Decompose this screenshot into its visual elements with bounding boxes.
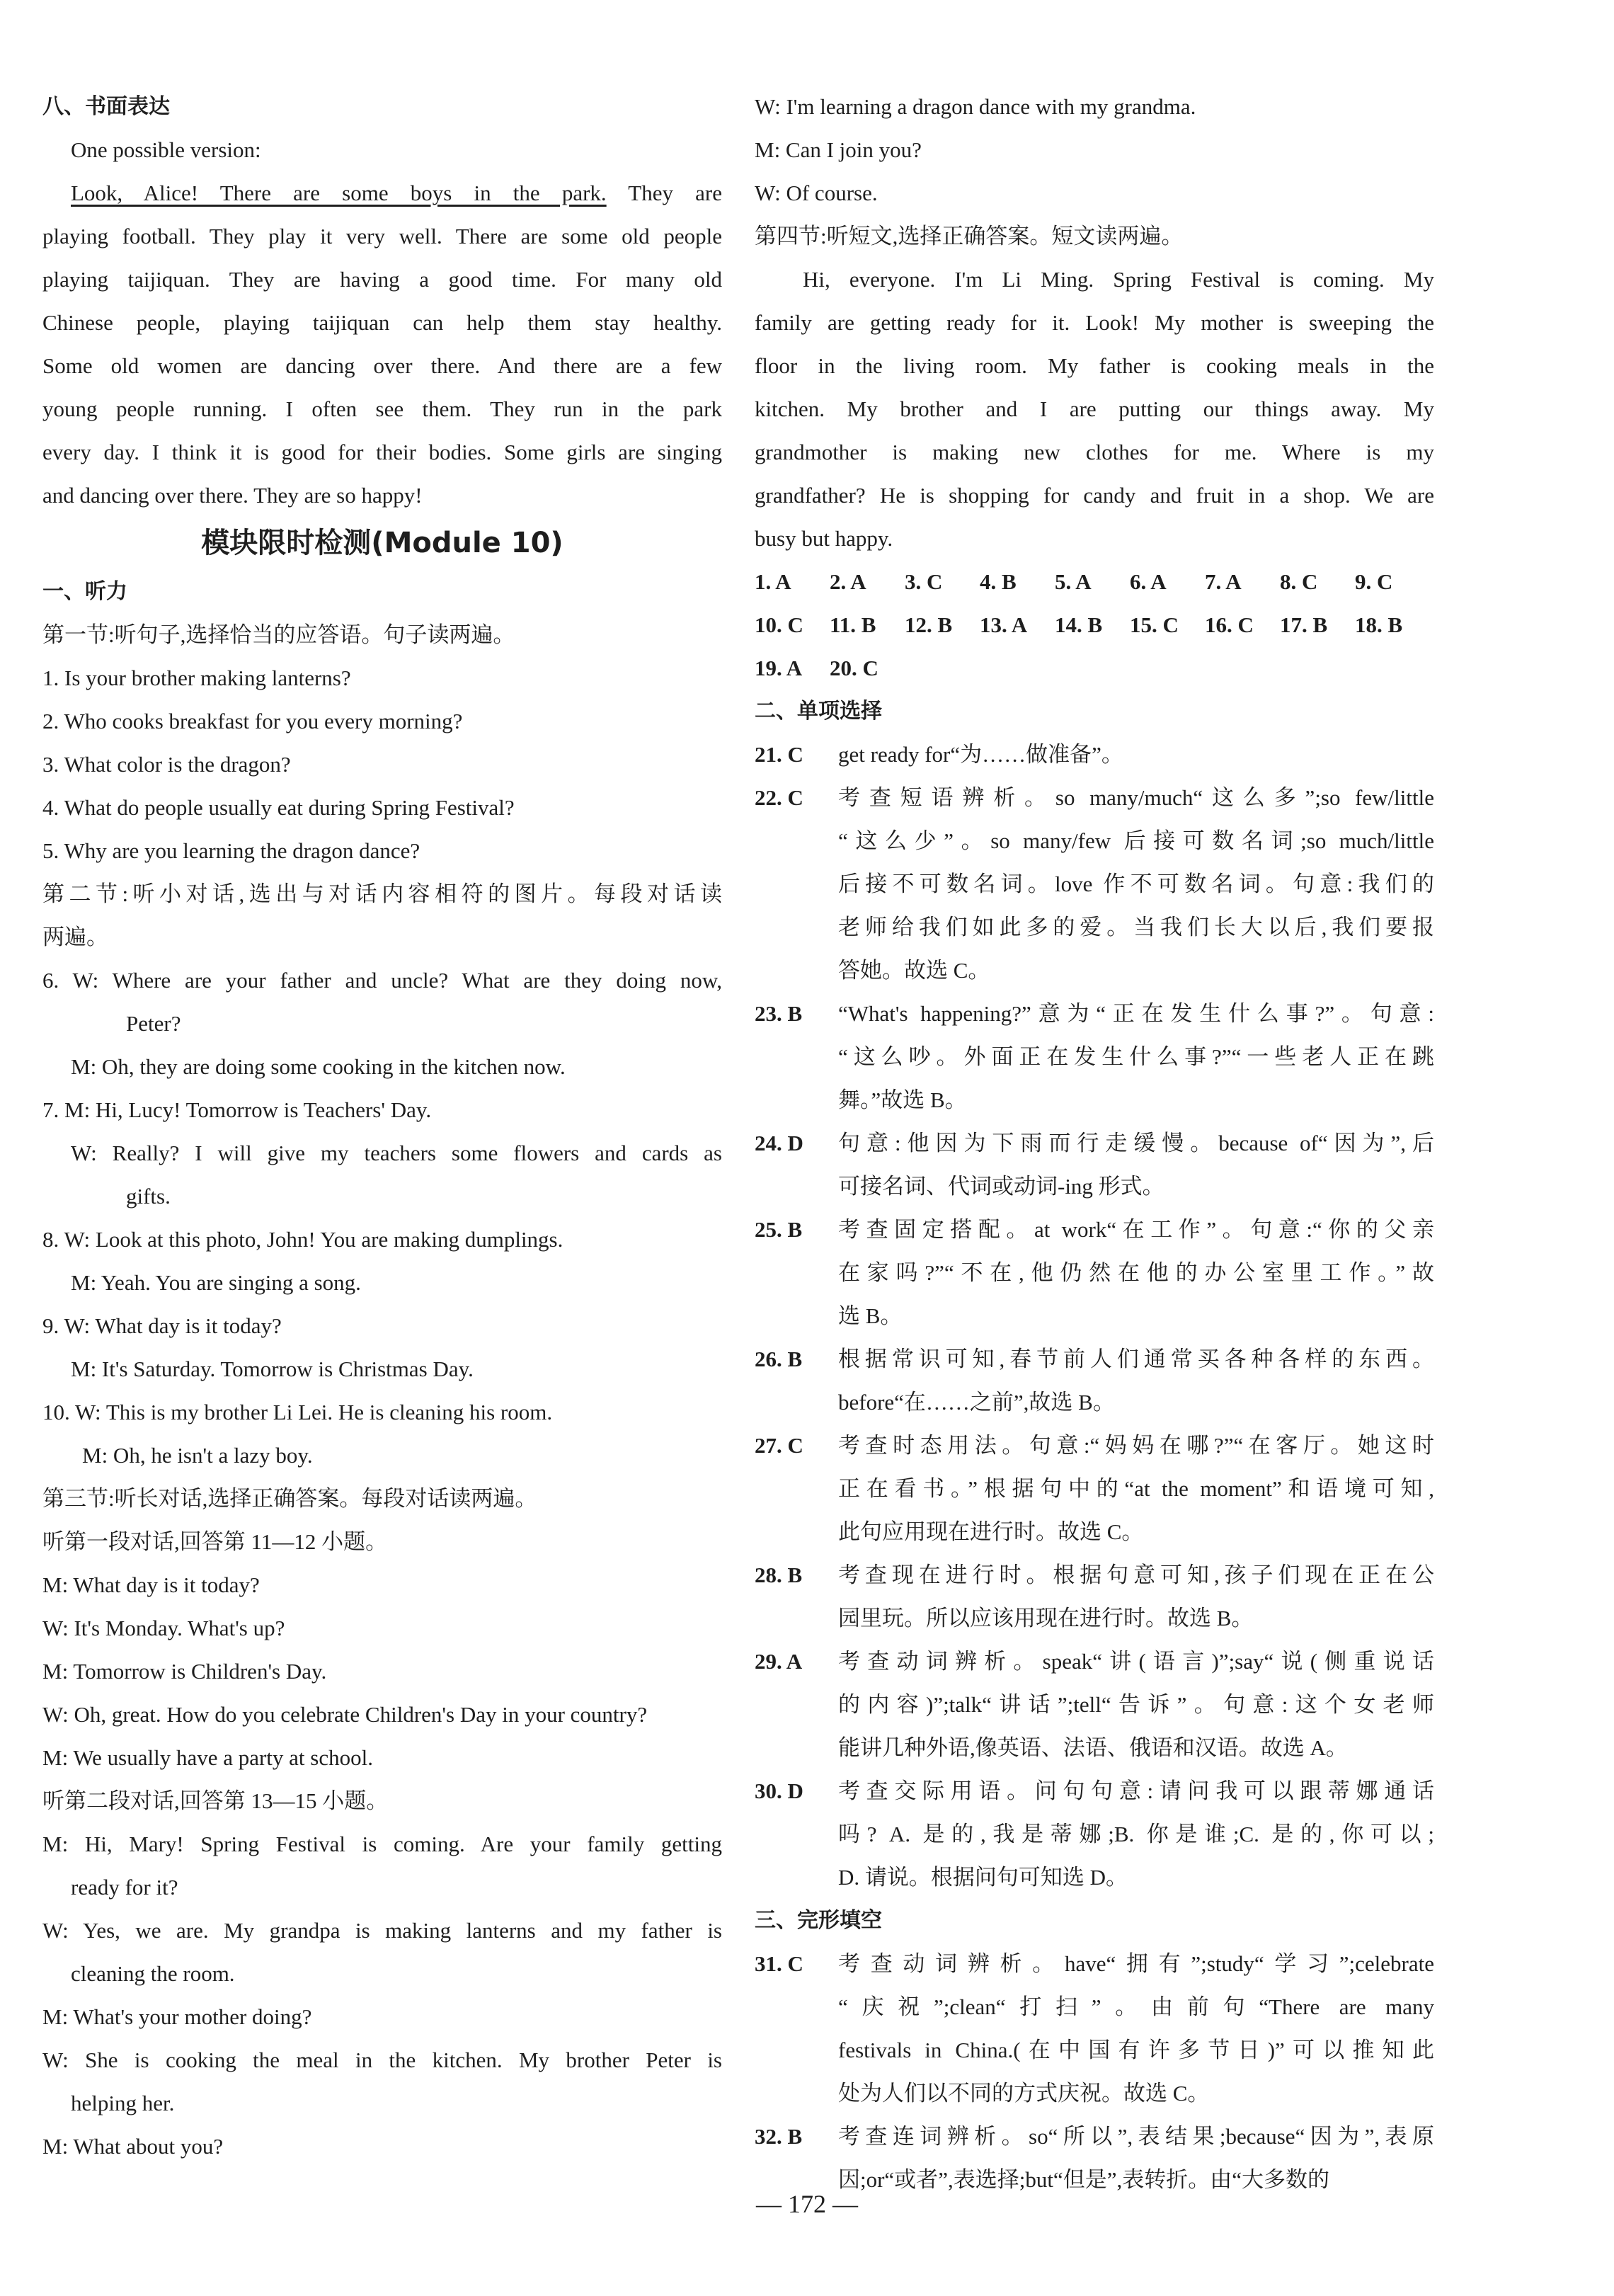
explanation-line: 此句应用现在进行时。故选 C。 bbox=[838, 1519, 1144, 1544]
text-line: M: Yeah. You are singing a song. bbox=[71, 1270, 361, 1295]
section-heading: 三、完形填空 bbox=[755, 1908, 882, 1933]
explanation-item bbox=[755, 2115, 1434, 2201]
explanation-line: get ready for“为……做准备”。 bbox=[838, 742, 1123, 767]
explanation-line: 考查时态用法。句意:“妈妈在哪?”“在客厅。她这时 bbox=[838, 1433, 1434, 1458]
text-line: 第三节:听长对话,选择正确答案。每段对话读两遍。 bbox=[42, 1486, 537, 1511]
answer-key: 2. A bbox=[830, 569, 866, 594]
explanation-line: “这么吵。外面正在发生什么事?”“一些老人正在跳 bbox=[838, 1044, 1434, 1069]
right-column bbox=[755, 85, 1434, 2201]
text-line: Chinese people, playing taijiquan can help them stay healthy. bbox=[42, 310, 722, 335]
item-number: 31. C bbox=[755, 1951, 803, 1976]
text-line: 第二节:听小对话,选出与对话内容相符的图片。每段对话读 bbox=[42, 881, 722, 906]
text-line: M: What day is it today? bbox=[42, 1572, 260, 1597]
explanation-line: 园里玩。所以应该用现在进行时。故选 B。 bbox=[838, 1606, 1254, 1630]
explanation-line: 句意:他因为下雨而行走缓慢。because of“因为”,后 bbox=[838, 1131, 1434, 1155]
answer-key: 13. A bbox=[980, 612, 1028, 637]
text-line: grandmother is making new clothes for me. Where is my bbox=[755, 440, 1434, 464]
text-line: M: Oh, they are doing some cooking in the kitchen now. bbox=[71, 1054, 566, 1079]
underlined-sentence: Look, Alice! There are some boys in the park. bbox=[71, 181, 607, 205]
explanation-line: 选 B。 bbox=[838, 1303, 903, 1328]
explanation-line: 答她。故选 C。 bbox=[838, 958, 990, 983]
text-line: busy but happy. bbox=[755, 526, 893, 551]
explanation-item bbox=[755, 733, 1434, 776]
text-line: playing taijiquan. They are having a good time. For many old bbox=[42, 267, 722, 292]
text-line: 听第二段对话,回答第 13—15 小题。 bbox=[42, 1788, 389, 1813]
answer-key: 15. C bbox=[1130, 612, 1179, 637]
text-line: kitchen. My brother and I are putting our things away. My bbox=[755, 396, 1434, 421]
text-line: young people running. I often see them. They run in the park bbox=[42, 396, 722, 421]
explanation-line: 能讲几种外语,像英语、法语、俄语和汉语。故选 A。 bbox=[838, 1735, 1348, 1760]
answer-row bbox=[755, 646, 1434, 690]
text-line: W: Oh, great. How do you celebrate Children's Day in your country? bbox=[42, 1702, 648, 1727]
explanation-item bbox=[755, 776, 1434, 992]
text-line: every day. I think it is good for their bodies. Some girls are singing bbox=[42, 440, 722, 464]
answer-key: 14. B bbox=[1055, 612, 1103, 637]
explanation-line: 考查短语辨析。so many/much“这么多”;so few/little bbox=[838, 785, 1434, 810]
item-number: 29. A bbox=[755, 1649, 803, 1674]
explanation-item bbox=[755, 1121, 1434, 1208]
text-line: M: Oh, he isn't a lazy boy. bbox=[82, 1443, 313, 1468]
answer-key: 4. B bbox=[980, 569, 1017, 594]
answer-key: 1. A bbox=[755, 569, 791, 594]
text-line: M: It's Saturday. Tomorrow is Christmas Day. bbox=[71, 1357, 474, 1381]
section-heading: 二、单项选择 bbox=[755, 699, 882, 724]
text-line: ready for it? bbox=[71, 1875, 178, 1900]
text-line: 4. What do people usually eat during Spring Festival? bbox=[42, 795, 515, 820]
text-line: 9. W: What day is it today? bbox=[42, 1313, 282, 1338]
text-line: W: Yes, we are. My grandpa is making lanterns and my father is bbox=[42, 1918, 722, 1943]
text-line: Look, Alice! There are some boys in the park. They are bbox=[71, 181, 722, 205]
explanation-line: 舞。”故选 B。 bbox=[838, 1087, 967, 1112]
explanation-line: 正在看书。”根据句中的“at the moment”和语境可知, bbox=[838, 1476, 1434, 1501]
section-heading: 一、听力 bbox=[42, 579, 127, 604]
text-line: 1. Is your brother making lanterns? bbox=[42, 666, 351, 690]
explanation-item bbox=[755, 1942, 1434, 2115]
answer-key: 12. B bbox=[905, 612, 953, 637]
answer-key: 3. C bbox=[905, 569, 943, 594]
explanation-line: before“在……之前”,故选 B。 bbox=[838, 1390, 1115, 1415]
text-line: 10. W: This is my brother Li Lei. He is cleaning his room. bbox=[42, 1400, 553, 1424]
text-line: Some old women are dancing over there. And there are a few bbox=[42, 353, 722, 378]
text-line: One possible version: bbox=[71, 137, 261, 162]
explanation-item bbox=[755, 1553, 1434, 1640]
explanation-line: 考查现在进行时。根据句意可知,孩子们现在正在公 bbox=[838, 1563, 1434, 1587]
text-line: 2. Who cooks breakfast for you every morning? bbox=[42, 709, 463, 733]
explanation-line: 吗? A. 是的,我是蒂娜;B. 你是谁;C. 是的,你可以; bbox=[838, 1822, 1434, 1846]
explanation-line: 考查动词辨析。have“拥有”;study“学习”;celebrate bbox=[838, 1951, 1434, 1976]
explanation-line: “What's happening?”意为“正在发生什么事?”。句意: bbox=[838, 1001, 1434, 1026]
item-number: 32. B bbox=[755, 2124, 803, 2149]
text-line: W: Of course. bbox=[755, 181, 878, 205]
answer-key: 11. B bbox=[830, 612, 876, 637]
explanation-item bbox=[755, 1424, 1434, 1553]
text-line: M: Hi, Mary! Spring Festival is coming. Are your family getting bbox=[42, 1832, 722, 1856]
text-line: 6. W: Where are your father and uncle? What are they doing now, bbox=[42, 968, 722, 993]
explanation-item bbox=[755, 992, 1434, 1121]
answer-row bbox=[755, 603, 1434, 646]
text-line: W: She is cooking the meal in the kitchen. My brother Peter is bbox=[42, 2047, 722, 2072]
text-line: 两遍。 bbox=[42, 925, 108, 949]
item-number: 21. C bbox=[755, 742, 803, 767]
text-line: cleaning the room. bbox=[71, 1961, 235, 1986]
text-line: M: What's your mother doing? bbox=[42, 2004, 312, 2029]
answer-key: 10. C bbox=[755, 612, 803, 637]
explanation-line: 的内容)”;talk“讲话”;tell“告诉”。句意:这个女老师 bbox=[838, 1692, 1434, 1717]
item-number: 30. D bbox=[755, 1778, 803, 1803]
explanation-line: 考查交际用语。问句句意:请问我可以跟蒂娜通话 bbox=[838, 1778, 1434, 1803]
answer-key: 6. A bbox=[1130, 569, 1167, 594]
page-number: — 172 — bbox=[756, 2190, 858, 2218]
text-line: Hi, everyone. I'm Li Ming. Spring Festival is coming. My bbox=[803, 267, 1434, 292]
explanation-line: 可接名词、代词或动词-ing 形式。 bbox=[838, 1174, 1164, 1199]
item-number: 28. B bbox=[755, 1563, 803, 1587]
text-line: M: Tomorrow is Children's Day. bbox=[42, 1659, 327, 1684]
text-line: and dancing over there. They are so happy! bbox=[42, 483, 423, 508]
explanation-line: festivals in China.(在中国有许多节日)”可以推知此 bbox=[838, 2038, 1434, 2062]
text-line: W: I'm learning a dragon dance with my grandma. bbox=[755, 94, 1196, 119]
module-title: 模块限时检测(Module 10) bbox=[201, 527, 563, 559]
answer-key: 16. C bbox=[1205, 612, 1254, 637]
text-line: 第一节:听句子,选择恰当的应答语。句子读两遍。 bbox=[42, 622, 515, 647]
explanation-line: “这么少”。so many/few 后接可数名词;so much/little bbox=[838, 828, 1434, 853]
text-line: family are getting ready for it. Look! My mother is sweeping the bbox=[755, 310, 1434, 335]
answer-key: 20. C bbox=[830, 656, 878, 680]
explanation-line: 处为人们以不同的方式庆祝。故选 C。 bbox=[838, 2081, 1210, 2106]
item-number: 24. D bbox=[755, 1131, 803, 1155]
explanation-item bbox=[755, 1337, 1434, 1424]
text-line: M: Can I join you? bbox=[755, 137, 922, 162]
explanation-item bbox=[755, 1769, 1434, 1899]
item-number: 27. C bbox=[755, 1433, 803, 1458]
item-number: 25. B bbox=[755, 1217, 803, 1242]
explanation-line: 老师给我们如此多的爱。当我们长大以后,我们要报 bbox=[838, 915, 1434, 939]
text-line: 5. Why are you learning the dragon dance? bbox=[42, 838, 420, 863]
explanation-line: “庆祝”;clean“打扫”。由前句“There are many bbox=[838, 1994, 1434, 2019]
text-line: playing football. They play it very well. There are some old people bbox=[42, 224, 722, 249]
explanation-item bbox=[755, 1208, 1434, 1337]
explanation-line: 在家吗?”“不在,他仍然在他的办公室里工作。”故 bbox=[838, 1260, 1434, 1285]
answer-key: 19. A bbox=[755, 656, 803, 680]
explanation-item bbox=[755, 1640, 1434, 1769]
text-line: Peter? bbox=[126, 1011, 181, 1036]
text-line: 听第一段对话,回答第 11—12 小题。 bbox=[42, 1529, 388, 1554]
explanation-line: 根据常识可知,春节前人们通常买各种各样的东西。 bbox=[838, 1347, 1434, 1371]
answer-key: 8. C bbox=[1280, 569, 1318, 594]
answer-row bbox=[755, 560, 1434, 603]
text-line: grandfather? He is shopping for candy and fruit in a shop. We are bbox=[755, 483, 1434, 508]
left-column bbox=[42, 85, 722, 2168]
item-number: 23. B bbox=[755, 1001, 803, 1026]
text-line: gifts. bbox=[126, 1184, 171, 1209]
explanation-line: 因;or“或者”,表选择;but“但是”,表转折。由“大多数的 bbox=[838, 2167, 1329, 2192]
text-line: 3. What color is the dragon? bbox=[42, 752, 291, 777]
text-line: W: Really? I will give my teachers some flowers and cards as bbox=[71, 1141, 722, 1165]
answer-key: 7. A bbox=[1205, 569, 1242, 594]
explanation-line: 考查固定搭配。at work“在工作”。句意:“你的父亲 bbox=[838, 1217, 1434, 1242]
text-line: 8. W: Look at this photo, John! You are making dumplings. bbox=[42, 1227, 563, 1252]
explanation-line: 考查连词辨析。so“所以”,表结果;because“因为”,表原 bbox=[838, 2124, 1434, 2149]
answer-key: 18. B bbox=[1355, 612, 1403, 637]
explanation-line: 考查动词辨析。speak“讲(语言)”;say“说(侧重说话 bbox=[838, 1649, 1434, 1674]
explanation-line: 后接不可数名词。love 作不可数名词。句意:我们的 bbox=[838, 872, 1434, 896]
explanation-line: D. 请说。根据问句可知选 D。 bbox=[838, 1865, 1128, 1890]
item-number: 26. B bbox=[755, 1347, 803, 1371]
answer-key: 9. C bbox=[1355, 569, 1393, 594]
item-number: 22. C bbox=[755, 785, 803, 810]
text-line: 第四节:听短文,选择正确答案。短文读两遍。 bbox=[755, 224, 1184, 249]
text-line: W: It's Monday. What's up? bbox=[42, 1616, 285, 1640]
text-line: M: What about you? bbox=[42, 2134, 224, 2159]
text-line: M: We usually have a party at school. bbox=[42, 1745, 373, 1770]
text-line: helping her. bbox=[71, 2091, 175, 2115]
section-heading: 八、书面表达 bbox=[42, 94, 170, 119]
text-line: floor in the living room. My father is cooking meals in the bbox=[755, 353, 1434, 378]
answer-key: 5. A bbox=[1055, 569, 1092, 594]
text-line: 7. M: Hi, Lucy! Tomorrow is Teachers' Day. bbox=[42, 1097, 432, 1122]
answer-key: 17. B bbox=[1280, 612, 1328, 637]
